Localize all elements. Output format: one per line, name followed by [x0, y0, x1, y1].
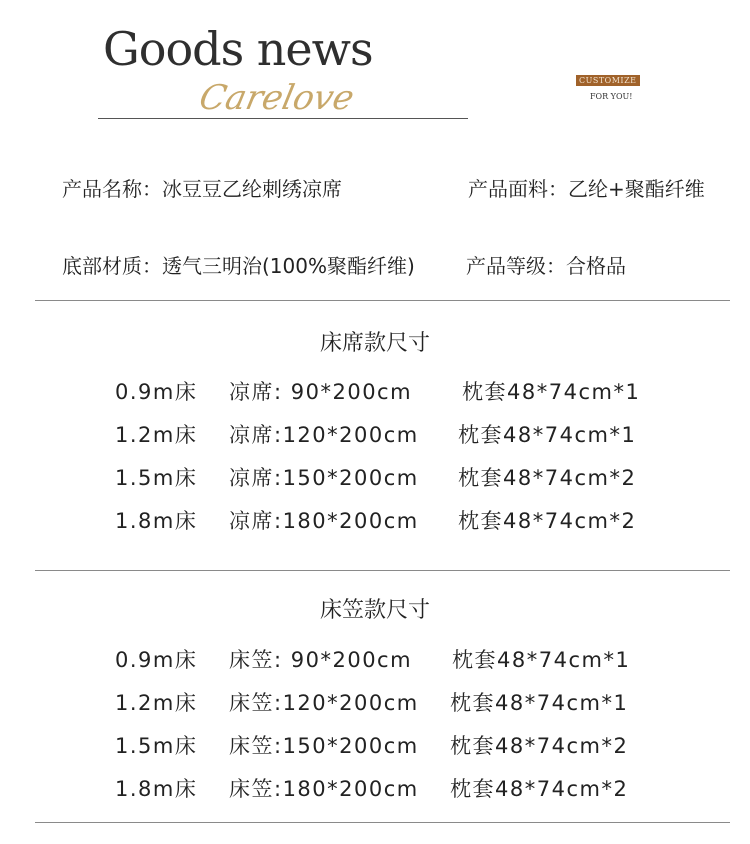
bed-size: 0.9m床 [115, 380, 198, 404]
header [0, 0, 750, 140]
pillow-size: 枕套48*74cm*2 [458, 509, 637, 533]
page-title: Goods news [103, 22, 373, 76]
size-row [0, 419, 750, 449]
product-grade: 产品等级：合格品 [466, 254, 626, 278]
mat-size: 凉席:120*200cm [229, 423, 419, 447]
badge-bottom-label: FOR YOU! [590, 92, 633, 101]
size-row [0, 773, 750, 803]
mat-size: 凉席:150*200cm [229, 466, 419, 490]
size-row [0, 687, 750, 717]
pillow-size: 枕套48*74cm*1 [458, 423, 637, 447]
section-title-mat: 床席款尺寸 [319, 331, 430, 356]
divider [35, 570, 730, 571]
fitted-sheet-size: 床笠:180*200cm [229, 777, 419, 801]
bed-size: 1.8m床 [115, 509, 198, 533]
script-signature: Carelove [195, 78, 358, 118]
size-row [0, 730, 750, 760]
product-bottom-material: 底部材质：透气三明治(100%聚酯纤维) [62, 254, 415, 278]
bed-size: 0.9m床 [115, 648, 198, 672]
size-row [0, 644, 750, 674]
divider [35, 822, 730, 823]
fitted-sheet-size: 床笠:150*200cm [229, 734, 419, 758]
badge-top-label: CUSTOMIZE [576, 75, 640, 86]
fitted-sheet-size: 床笠: 90*200cm [229, 648, 413, 672]
title-underline [98, 118, 468, 119]
pillow-size: 枕套48*74cm*2 [450, 734, 629, 758]
bed-size: 1.5m床 [115, 734, 198, 758]
mat-size: 凉席:180*200cm [229, 509, 419, 533]
pillow-size: 枕套48*74cm*1 [452, 648, 631, 672]
bed-size: 1.5m床 [115, 466, 198, 490]
bed-size: 1.2m床 [115, 691, 198, 715]
bed-size: 1.2m床 [115, 423, 198, 447]
customize-badge [576, 75, 640, 101]
divider [35, 300, 730, 301]
bed-size: 1.8m床 [115, 777, 198, 801]
pillow-size: 枕套48*74cm*1 [450, 691, 629, 715]
size-row [0, 505, 750, 535]
pillow-size: 枕套48*74cm*1 [462, 380, 641, 404]
fitted-sheet-size: 床笠:120*200cm [229, 691, 419, 715]
size-row [0, 462, 750, 492]
pillow-size: 枕套48*74cm*2 [450, 777, 629, 801]
section-title-fitted: 床笠款尺寸 [319, 598, 430, 623]
pillow-size: 枕套48*74cm*2 [458, 466, 637, 490]
product-name: 产品名称：冰豆豆乙纶刺绣凉席 [62, 177, 342, 201]
product-fabric: 产品面料：乙纶+聚酯纤维 [468, 177, 705, 201]
size-row [0, 376, 750, 406]
mat-size: 凉席: 90*200cm [229, 380, 413, 404]
